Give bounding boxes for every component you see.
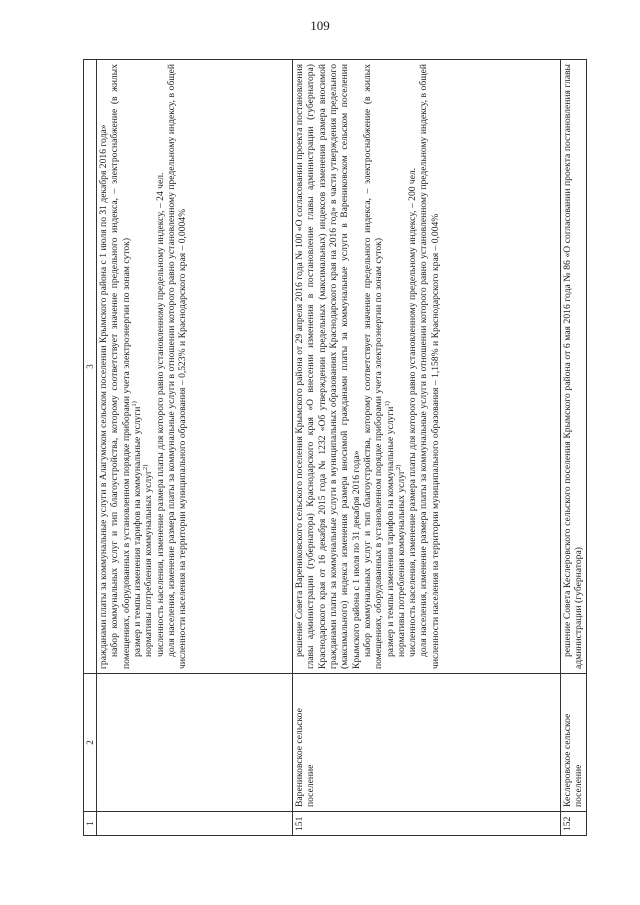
row-number-cell: 152: [561, 812, 587, 836]
paragraph-text: гражданами платы за коммунальные услуги в Алагумском сельском поселении Крымского района с 1 июля по 31 декабря 2016 года»: [98, 124, 109, 669]
row-number-cell: 151: [293, 812, 561, 836]
paragraph-text: размер и темпы изменения тарифов на коммунальные услуги: [384, 406, 396, 657]
row-number-cell: [97, 812, 293, 836]
column-header-3: 3: [84, 60, 97, 674]
table-row-continued: [97, 60, 293, 836]
row-content-cell: [561, 60, 587, 674]
content-paragraph: [109, 64, 132, 669]
content-paragraph: [143, 64, 154, 669]
paragraph-text: нормативы потребления коммунальных услуг: [395, 470, 407, 657]
paragraph-text: доля населения, изменение размера платы за коммунальные услуги в отношении которого равно установленному предельному индексу, в общей численности населения на территории муниципального образования – 0,523% и Краснодарского края – 0,0004%: [165, 64, 189, 669]
paragraph-text: нормативы потребления коммунальных услуг: [143, 470, 155, 657]
content-paragraph: [407, 64, 418, 669]
footnote-marker: 2): [394, 464, 402, 471]
rotated-table-sheet: [83, 60, 586, 836]
content-paragraph: [155, 64, 166, 669]
content-paragraph: [396, 64, 407, 669]
paragraph-text: набор коммунальных услуг и тип благоустройства, которому соответствует значение предельного индекса, – электроснабжение (в жилых помещениях, оборудованных в установленном порядке приборами учета электроэнергии по зонам суток): [361, 64, 385, 669]
document-table: [83, 59, 587, 836]
page-number: 109: [310, 18, 330, 33]
table-row: [561, 60, 587, 836]
content-paragraph: [166, 64, 189, 669]
table-row: [293, 60, 561, 836]
content-paragraph: [418, 64, 441, 669]
footnote-marker: 1): [383, 401, 391, 407]
row-content-cell: [97, 60, 293, 674]
paragraph-text: доля населения, изменение размера платы за коммунальные услуги в отношении которого равно установленному предельному индексу, в общей численности населения на территории муниципального образования – 1,158% и Краснодарского края – 0,004%: [418, 64, 441, 669]
column-header-2: 2: [84, 674, 97, 812]
content-paragraph: [562, 64, 585, 669]
paragraph-text: решение Совета Варениковского сельского поселения Крымского района от 29 апреля 2016 года № 100 «О согласовании проекта постановления главы администрации (губернатора) Краснодарского края «О внесении изменения в постановление главы администрации (губернатора) Краснодарского края от 16 декабря 2015 года № 1232 «Об утверждении предельных (максимальных) индексов изменения размера вносимой гражданами платы за коммунальные услуги в муниципальных образованиях Краснодарского края на 2016 год» в части утверждения предельного (максимального) индекса изменения размера вносимой гражданами платы за коммунальные услуги в Варениковском сельском поселении Крымского района с 1 июля по 31 декабря 2016 года»: [294, 64, 362, 669]
content-paragraph: [132, 64, 143, 669]
paragraph-text: решение Совета Кеслеровского сельского поселения Крымского района от 6 мая 2016 года № 86 «О согласовании проекта постановления главы администрации (губернатора): [562, 64, 585, 669]
paragraph-text: набор коммунальных услуг и тип благоустройства, которому соответствует значение предельного индекса, – электроснабжение (в жилых помещениях, оборудованных в установленном порядке приборами учета электроэнергии по зонам суток): [109, 64, 132, 669]
footnote-marker: 1): [130, 401, 138, 407]
paragraph-text: размер и темпы изменения тарифов на коммунальные услуги: [131, 406, 143, 657]
row-content-cell: [293, 60, 561, 674]
paragraph-text: численность населения, изменение размера платы для которого равно установленному предельному индексу, – 24 чел.: [154, 172, 166, 657]
table-header-row: [84, 60, 97, 836]
paragraph-text: численность населения, изменение размера платы для которого равно установленному предельному индексу, – 200 чел.: [407, 167, 419, 657]
content-paragraph: [294, 64, 362, 669]
footnote-marker: 2): [142, 464, 150, 471]
settlement-name-cell: Варениковское сельское поселение: [293, 674, 561, 812]
content-paragraph: [98, 64, 109, 669]
settlement-name-cell: Кеслеровское сельское поселение: [561, 674, 587, 812]
content-paragraph: [362, 64, 385, 669]
settlement-name-cell: [97, 674, 293, 812]
content-paragraph: [385, 64, 396, 669]
column-header-1: 1: [84, 812, 97, 836]
